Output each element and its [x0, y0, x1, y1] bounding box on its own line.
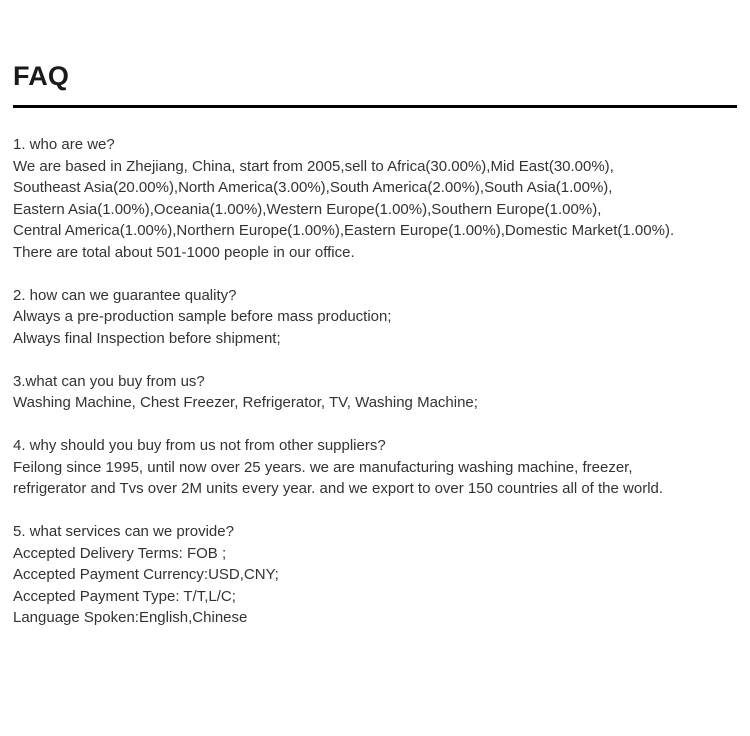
faq-page: [0, 60, 750, 629]
faq-content: [13, 134, 737, 629]
faq-answer-line: Central America(1.00%),Northern Europe(1.00%),Eastern Europe(1.00%),Domestic Market(1.00%).: [13, 222, 675, 239]
faq-question-2: 2. how can we guarantee quality?: [13, 286, 237, 304]
faq-answer-line: Feilong since 1995, until now over 25 years. we are manufacturing washing machine, freezer,: [13, 458, 633, 476]
faq-answer-line: Accepted Delivery Terms: FOB ;: [13, 544, 227, 562]
title-divider: [13, 105, 737, 108]
faq-answer-line: Accepted Payment Currency:USD,CNY;: [13, 566, 279, 583]
faq-answer-line: Eastern Asia(1.00%),Oceania(1.00%),Western Europe(1.00%),Southern Europe(1.00%),: [13, 200, 602, 218]
faq-block-2: [13, 285, 737, 350]
faq-question-5: 5. what services can we provide?: [13, 523, 234, 540]
faq-question-3: 3.what can you buy from us?: [13, 372, 205, 390]
faq-answer-line: Always a pre-production sample before mass production;: [13, 308, 392, 325]
faq-answer-line: There are total about 501-1000 people in our office.: [13, 243, 355, 261]
faq-answer-line: We are based in Zhejiang, China, start from 2005,sell to Africa(30.00%),Mid East(30.00%),: [13, 157, 614, 175]
faq-block-3: [13, 371, 737, 414]
faq-block-5: [13, 521, 737, 629]
faq-answer-line: Accepted Payment Type: T/T,L/C;: [13, 587, 236, 605]
faq-answer-line: Washing Machine, Chest Freezer, Refrigerator, TV, Washing Machine;: [13, 394, 478, 411]
page-title: FAQ: [13, 61, 70, 91]
faq-question-4: 4. why should you buy from us not from other suppliers?: [13, 437, 386, 454]
faq-block-1: [13, 134, 737, 263]
faq-answer-line: Always final Inspection before shipment;: [13, 329, 281, 347]
faq-answer-line: Southeast Asia(20.00%),North America(3.00%),South America(2.00%),South Asia(1.00%),: [13, 179, 613, 196]
faq-question-1: 1. who are we?: [13, 136, 115, 153]
faq-answer-line: refrigerator and Tvs over 2M units every year. and we export to over 150 countries all of the world.: [13, 480, 664, 497]
faq-answer-line: Language Spoken:English,Chinese: [13, 609, 248, 626]
faq-block-4: [13, 435, 737, 500]
